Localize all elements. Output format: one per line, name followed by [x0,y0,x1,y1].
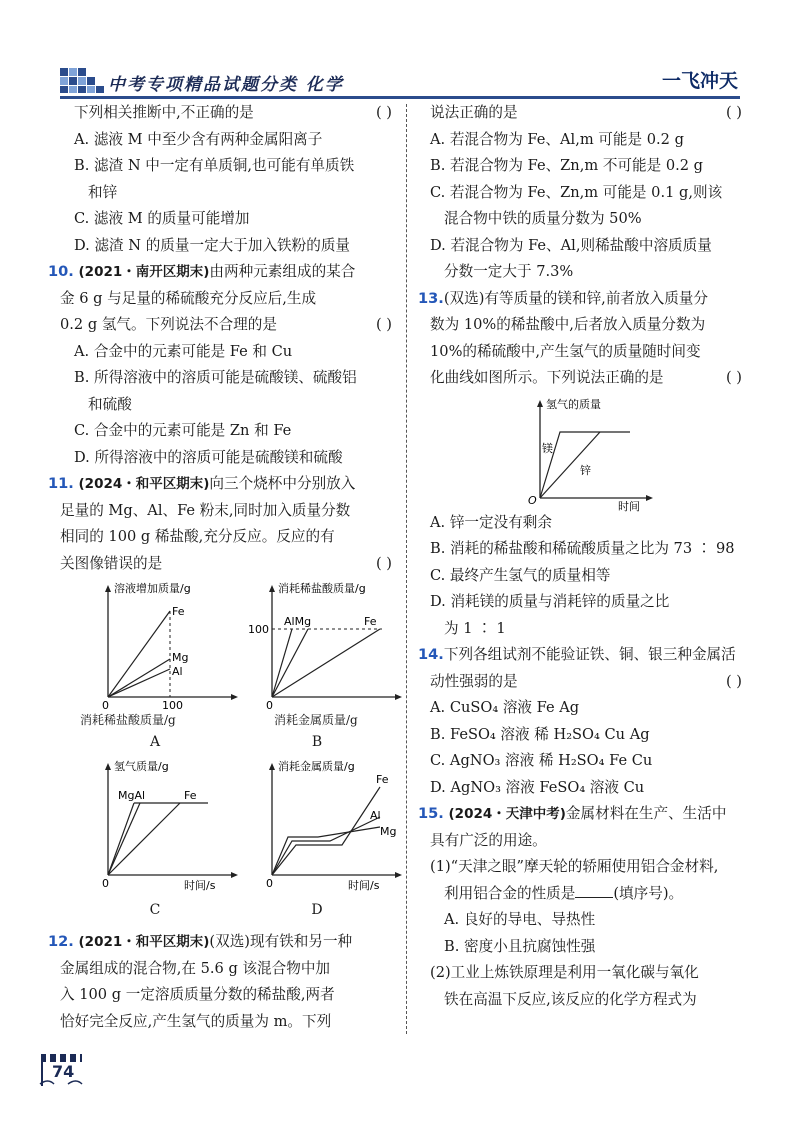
chart-a-line-al [108,669,170,697]
q13-stem-3: 10%的稀硫酸中,产生氢气的质量随时间变 [430,342,701,360]
chart-b-line-mg [272,629,308,697]
q13-option-b: B. 消耗的稀盐酸和稀硫酸质量之比为 73 ∶ 98 [430,540,735,557]
q9-option-a: A. 滤液 M 中至少含有两种金属阳离子 [74,130,323,148]
header-brand: 一飞冲天 [662,70,739,92]
q15-stem-2: 具有广泛的用途。 [430,831,547,849]
q10-stem-3: 0.2 g 氢气。下列说法不合理的是 ( ) [60,312,392,339]
chart-d-label-al: Al [370,809,381,822]
q13-number: 13. [418,289,444,307]
q10-option-b: B. 所得溶液中的溶质可能是硫酸镁、硫酸铝 [74,369,357,386]
q10-stem: 10. (2021・南开区期末)由两种元素组成的某合 [48,263,356,280]
chart-d-label-fe: Fe [376,773,389,786]
chart-a-origin: 0 [102,699,109,712]
q12-number: 12. [48,933,74,950]
chart-c-caption: C [149,902,161,918]
chart-a-label-al: Al [172,665,183,678]
chart-c-xlabel: 时间/s [184,879,216,892]
q15-stem: 15. (2024・天津中考)金属材料在生产、生活中 [418,805,727,822]
chart-c-origin: 0 [102,877,109,890]
chart-d [252,757,402,897]
chart-b-y-arrow [269,585,275,592]
q9-intro: 下列相关推断中,不正确的是 ( ) [60,100,392,127]
header-logo-icon [60,64,104,94]
chart-d-label-mg: Mg [380,825,397,838]
chart-a-line-mg [108,659,170,697]
q9-option-b: B. 滤渣 N 中一定有单质铜,也可能有单质铁 [74,157,355,174]
answer-paren: ( ) [725,672,742,690]
q9-option-d: D. 滤渣 N 的质量一定大于加入铁粉的质量 [74,236,351,254]
chart-a-ylabel: 溶液增加质量/g [114,582,191,595]
q11-source: (2024・和平区期末) [78,476,210,492]
q14-stem-2: 动性强弱的是 ( ) [430,669,742,696]
answer-paren: ( ) [375,104,392,121]
chart-c [88,757,238,897]
answer-paren: ( ) [375,316,392,333]
answer-blank[interactable] [575,883,613,898]
q10-stem-2: 金 6 g 与足量的稀硫酸充分反应后,生成 [60,289,317,307]
chart-d-line-fe [272,787,380,875]
chart-d-x-arrow [395,872,402,878]
chart-b-label-almg: AlMg [284,615,312,628]
q11-number: 11. [48,475,74,492]
q13-chart-y-arrow [537,400,543,407]
q13-stem: 13.(双选)有等质量的镁和锌,前者放入质量分 [418,289,708,307]
q13-chart-origin: O [528,493,537,507]
chart-c-x-arrow [231,872,238,878]
q14-stem: 14.下列各组试剂不能验证铁、铜、银三种金属活 [418,646,736,663]
q9-option-b-cont: 和锌 [88,183,118,201]
q12-option-d-cont: 分数一定大于 7.3% [444,263,574,280]
q10-source: (2021・南开区期末) [78,264,210,280]
q13-chart [430,392,742,513]
q12-stem-4: 恰好完全反应,产生氢气的质量为 m。下列 [60,1012,332,1030]
chart-d-y-arrow [269,763,275,770]
chart-a-xtick: 100 [162,699,183,712]
chart-b-line-fe [272,629,380,697]
q14-option-a: A. CuSO₄ 溶液 Fe Ag [430,699,580,716]
right-column [418,100,742,1013]
q10-option-a: A. 合金中的元素可能是 Fe 和 Cu [74,342,293,360]
q12-option-c-cont: 混合物中铁的质量分数为 50% [444,210,642,227]
q15-part2-cont: 铁在高温下反应,该反应的化学方程式为 [444,990,697,1008]
chart-c-y-arrow [105,763,111,770]
chart-d-origin: 0 [266,877,273,890]
chart-a-line-fe [108,611,170,697]
chart-b-label-fe: Fe [364,615,377,628]
chart-a-label-mg: Mg [172,651,189,664]
chart-d-line-al [272,817,380,875]
chart-d-caption: D [311,902,323,918]
q13-option-c: C. 最终产生氢气的质量相等 [430,566,611,584]
q13-chart-label-zn: 锌 [580,463,591,477]
q15-part1-cont: 利用铝合金的性质是 (填序号)。 [444,884,684,902]
answer-paren: ( ) [725,369,742,386]
q11-charts [60,579,397,919]
q13-chart-label-mg: 镁 [542,441,553,455]
chart-c-label-fe: Fe [184,789,197,802]
chart-b-ylabel: 消耗稀盐酸质量/g [278,582,366,595]
q10-option-d: D. 所得溶液中的溶质可能是硫酸镁和硫酸 [74,448,343,466]
chart-b-caption: B [311,734,323,750]
chart-a-x-arrow [231,694,238,700]
q13-chart-xlabel: 时间 [618,499,640,513]
q12-stem: 12. (2021・和平区期末)(双选)现有铁和另一种 [48,933,353,950]
chart-a-caption: A [149,734,161,750]
chart-b-xlabel: 消耗金属质量/g [274,713,358,727]
chart-d-line-mg [272,827,380,875]
q15-source: (2024・天津中考) [448,806,566,822]
q14-option-d: D. AgNO₃ 溶液 FeSO₄ 溶液 Cu [430,778,645,796]
q9-option-c: C. 滤液 M 的质量可能增加 [74,210,250,227]
q15-part1: (1)“天津之眼”摩天轮的轿厢使用铝合金材料, [430,858,719,875]
q13-stem-2: 数为 10%的稀盐酸中,后者放入质量分数为 [430,316,706,333]
q12-cont: 说法正确的是 ( ) [430,100,742,127]
chart-b-origin: 0 [266,699,273,712]
q11-stem-4: 关图像错误的是 ( ) [60,551,392,578]
q12-option-a: A. 若混合物为 Fe、Al,m 可能是 0.2 g [430,130,684,148]
answer-paren: ( ) [725,104,742,121]
q11-stem-3: 相同的 100 g 稀盐酸,充分反应。反应的有 [60,528,335,545]
q11-stem-2: 足量的 Mg、Al、Fe 粉末,同时加入质量分数 [60,501,351,519]
q12-option-d: D. 若混合物为 Fe、Al,则稀盐酸中溶质质量 [430,236,712,254]
q15-part1-option-b: B. 密度小且抗腐蚀性强 [444,937,596,955]
q10-option-c: C. 合金中的元素可能是 Zn 和 Fe [74,422,292,439]
q13-chart-ylabel: 氢气的质量 [546,397,601,411]
chart-b [248,579,402,719]
header-rule [60,96,740,99]
q13-chart-x-arrow [646,495,653,501]
q10-number: 10. [48,263,74,280]
chart-a [88,579,238,719]
page-number: 74 [52,1062,75,1081]
q14-option-b: B. FeSO₄ 溶液 稀 H₂SO₄ Cu Ag [430,725,650,743]
chart-a-label-fe: Fe [172,605,185,618]
chart-b-ytick: 100 [248,623,269,636]
q15-part1-option-a: A. 良好的导电、导热性 [444,911,596,928]
chart-d-xlabel: 时间/s [348,879,380,892]
chart-a-y-arrow [105,585,111,592]
q14-number: 14. [418,646,444,663]
q15-part2: (2)工业上炼铁原理是利用一氧化碳与氧化 [430,964,699,981]
q13-option-d: D. 消耗镁的质量与消耗锌的质量之比 [430,593,670,610]
q12-option-c: C. 若混合物为 Fe、Zn,m 可能是 0.1 g,则该 [430,183,723,201]
q13-stem-4: 化曲线如图所示。下列说法正确的是 ( ) [430,365,742,392]
chart-b-x-arrow [395,694,402,700]
chart-a-xlabel: 消耗稀盐酸质量/g [80,713,176,727]
q13-option-a: A. 锌一定没有剩余 [430,513,552,531]
header-title: 中考专项精品试题分类 化学 [108,75,344,95]
column-divider [406,104,407,1034]
q10-option-b-cont: 和硫酸 [88,395,132,413]
q15-number: 15. [418,805,444,822]
q12-stem-2: 金属组成的混合物,在 5.6 g 该混合物中加 [60,959,331,977]
q12-option-b: B. 若混合物为 Fe、Zn,m 不可能是 0.2 g [430,157,704,174]
q11-stem: 11. (2024・和平区期末)向三个烧杯中分别放入 [48,475,356,492]
left-column [48,100,397,1035]
q13-option-d-cont: 为 1 ∶ 1 [444,619,506,637]
chart-c-label-mgal: MgAl [118,789,146,802]
q14-option-c: C. AgNO₃ 溶液 稀 H₂SO₄ Fe Cu [430,752,653,769]
answer-paren: ( ) [375,554,392,572]
q12-stem-3: 入 100 g 一定溶质质量分数的稀盐酸,两者 [60,986,335,1003]
chart-c-line-al [108,803,140,875]
chart-c-line-fe [108,803,180,875]
q12-source: (2021・和平区期末) [78,934,210,950]
chart-d-ylabel: 消耗金属质量/g [278,760,355,773]
chart-c-ylabel: 氢气质量/g [114,760,169,773]
chart-c-line-mg [108,803,134,875]
